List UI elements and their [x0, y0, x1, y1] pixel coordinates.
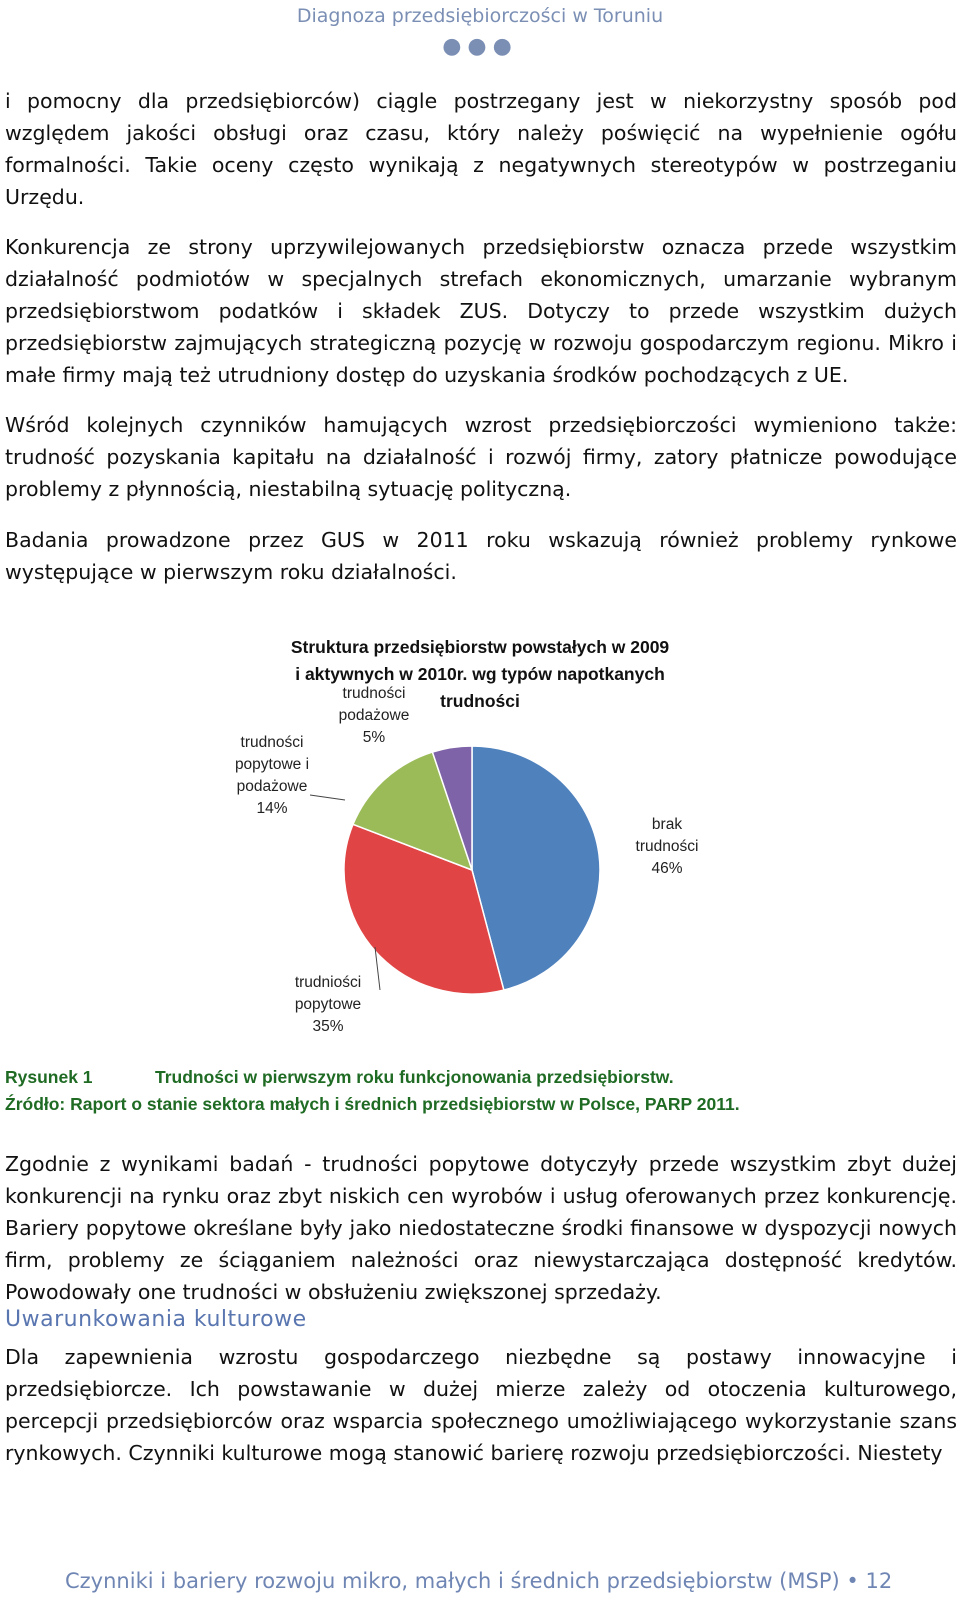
pie-slice-label: trudniości popytowe 35%: [294, 974, 362, 1035]
section-heading-cultural: Uwarunkowania kulturowe: [5, 1307, 307, 1332]
page-footer: [65, 1569, 892, 1593]
paragraph-competition: Konkurencja ze strony uprzywilejowanych przedsiębiorstw oznacza przede wszystkim działalność podmiotów w specjalnych strefach ekonomicznych, umarzanie wybranym przedsiębiorstwom podatków i składek ZUS. Dotyczy to przede wszystkim dużych przedsiębiorstw zajmujących strategiczną pozycję w rozwoju gospodarczym regionu. Mikro i małe firmy mają też utrudniony dostęp do uzyskania środków pochodzących z UE.: [5, 235, 957, 387]
pie-slice-label: trudności podażowe 5%: [338, 685, 410, 746]
figure-title: Trudności w pierwszym roku funkcjonowania przedsiębiorstw.: [155, 1067, 674, 1087]
header-dots-ornament: ●●●: [442, 34, 518, 59]
chart-title-line: Struktura przedsiębiorstw powstałych w 2009: [290, 637, 670, 657]
paragraph-demand-difficulties: Zgodnie z wynikami badań - trudności popytowe dotyczyły przede wszystkim zbyt dużej konkurencji na rynku oraz zbyt niskich cen wyrobów i usług oferowanych przez konkurencję. Bariery popytowe określane były jako niedostateczne środki finansowe w dyspozycji nowych firm, problemy ze ściąganiem należności oraz niewystarczająca dostępność kredytów. Powodowały one trudności w obsłużeniu zwiększonej sprzedaży.: [5, 1152, 957, 1304]
pie-slice-label: trudności popytowe i podażowe 14%: [234, 734, 310, 817]
paragraph-cultural-conditions: Dla zapewnienia wzrostu gospodarczego niezbędne są postawy innowacyjne i przedsiębiorcze. Ich powstawanie w dużej mierze zależy od otoczenia kulturowego, percepcji przedsiębiorców oraz wsparcia społecznego umożliwiającego wykorzystanie szans rynkowych. Czynniki kulturowe mogą stanowić barierę rozwoju przedsiębiorczości. Niestety: [5, 1345, 957, 1465]
page-number: 12: [865, 1569, 893, 1593]
pie-chart-difficulties: [195, 625, 765, 1070]
footer-text: Czynniki i bariery rozwoju mikro, małych i średnich przedsiębiorstw (MSP): [65, 1569, 840, 1593]
running-header-title: Diagnoza przedsiębiorczości w Toruniu: [296, 5, 664, 27]
label-leader-line: [310, 795, 345, 800]
footer-separator: •: [846, 1569, 859, 1593]
paragraph-office-perception: i pomocny dla przedsiębiorców) ciągle postrzegany jest w niekorzystny sposób pod względem jakości obsługi oraz czasu, który należy poświęcić na wypełnienie ogółu formalności. Takie oceny często wynikają z negatywnych stereotypów w postrzeganiu Urzędu.: [5, 89, 957, 209]
figure-number: Rysunek 1: [5, 1067, 93, 1087]
pie-chart-svg: [195, 625, 765, 1070]
paragraph-gus-research: Badania prowadzone przez GUS w 2011 roku wskazują również problemy rynkowe występujące w pierwszym roku działalności.: [5, 528, 957, 584]
pie-slice-label: brak trudności 46%: [635, 816, 699, 877]
chart-title-line: i aktywnych w 2010r. wg typów napotkanych: [295, 664, 665, 684]
figure-caption: [5, 1067, 674, 1088]
figure-source: Źródło: Raport o stanie sektora małych i średnich przedsiębiorstw w Polsce, PARP 2011.: [5, 1094, 740, 1114]
paragraph-other-factors: Wśród kolejnych czynników hamujących wzrost przedsiębiorczości wymieniono także: trudność pozyskania kapitału na działalność i rozwój firmy, zatory płatnicze powodujące problemy z płynnością, niestabilną sytuację polityczną.: [5, 413, 957, 501]
chart-title-line: trudności: [440, 691, 520, 711]
